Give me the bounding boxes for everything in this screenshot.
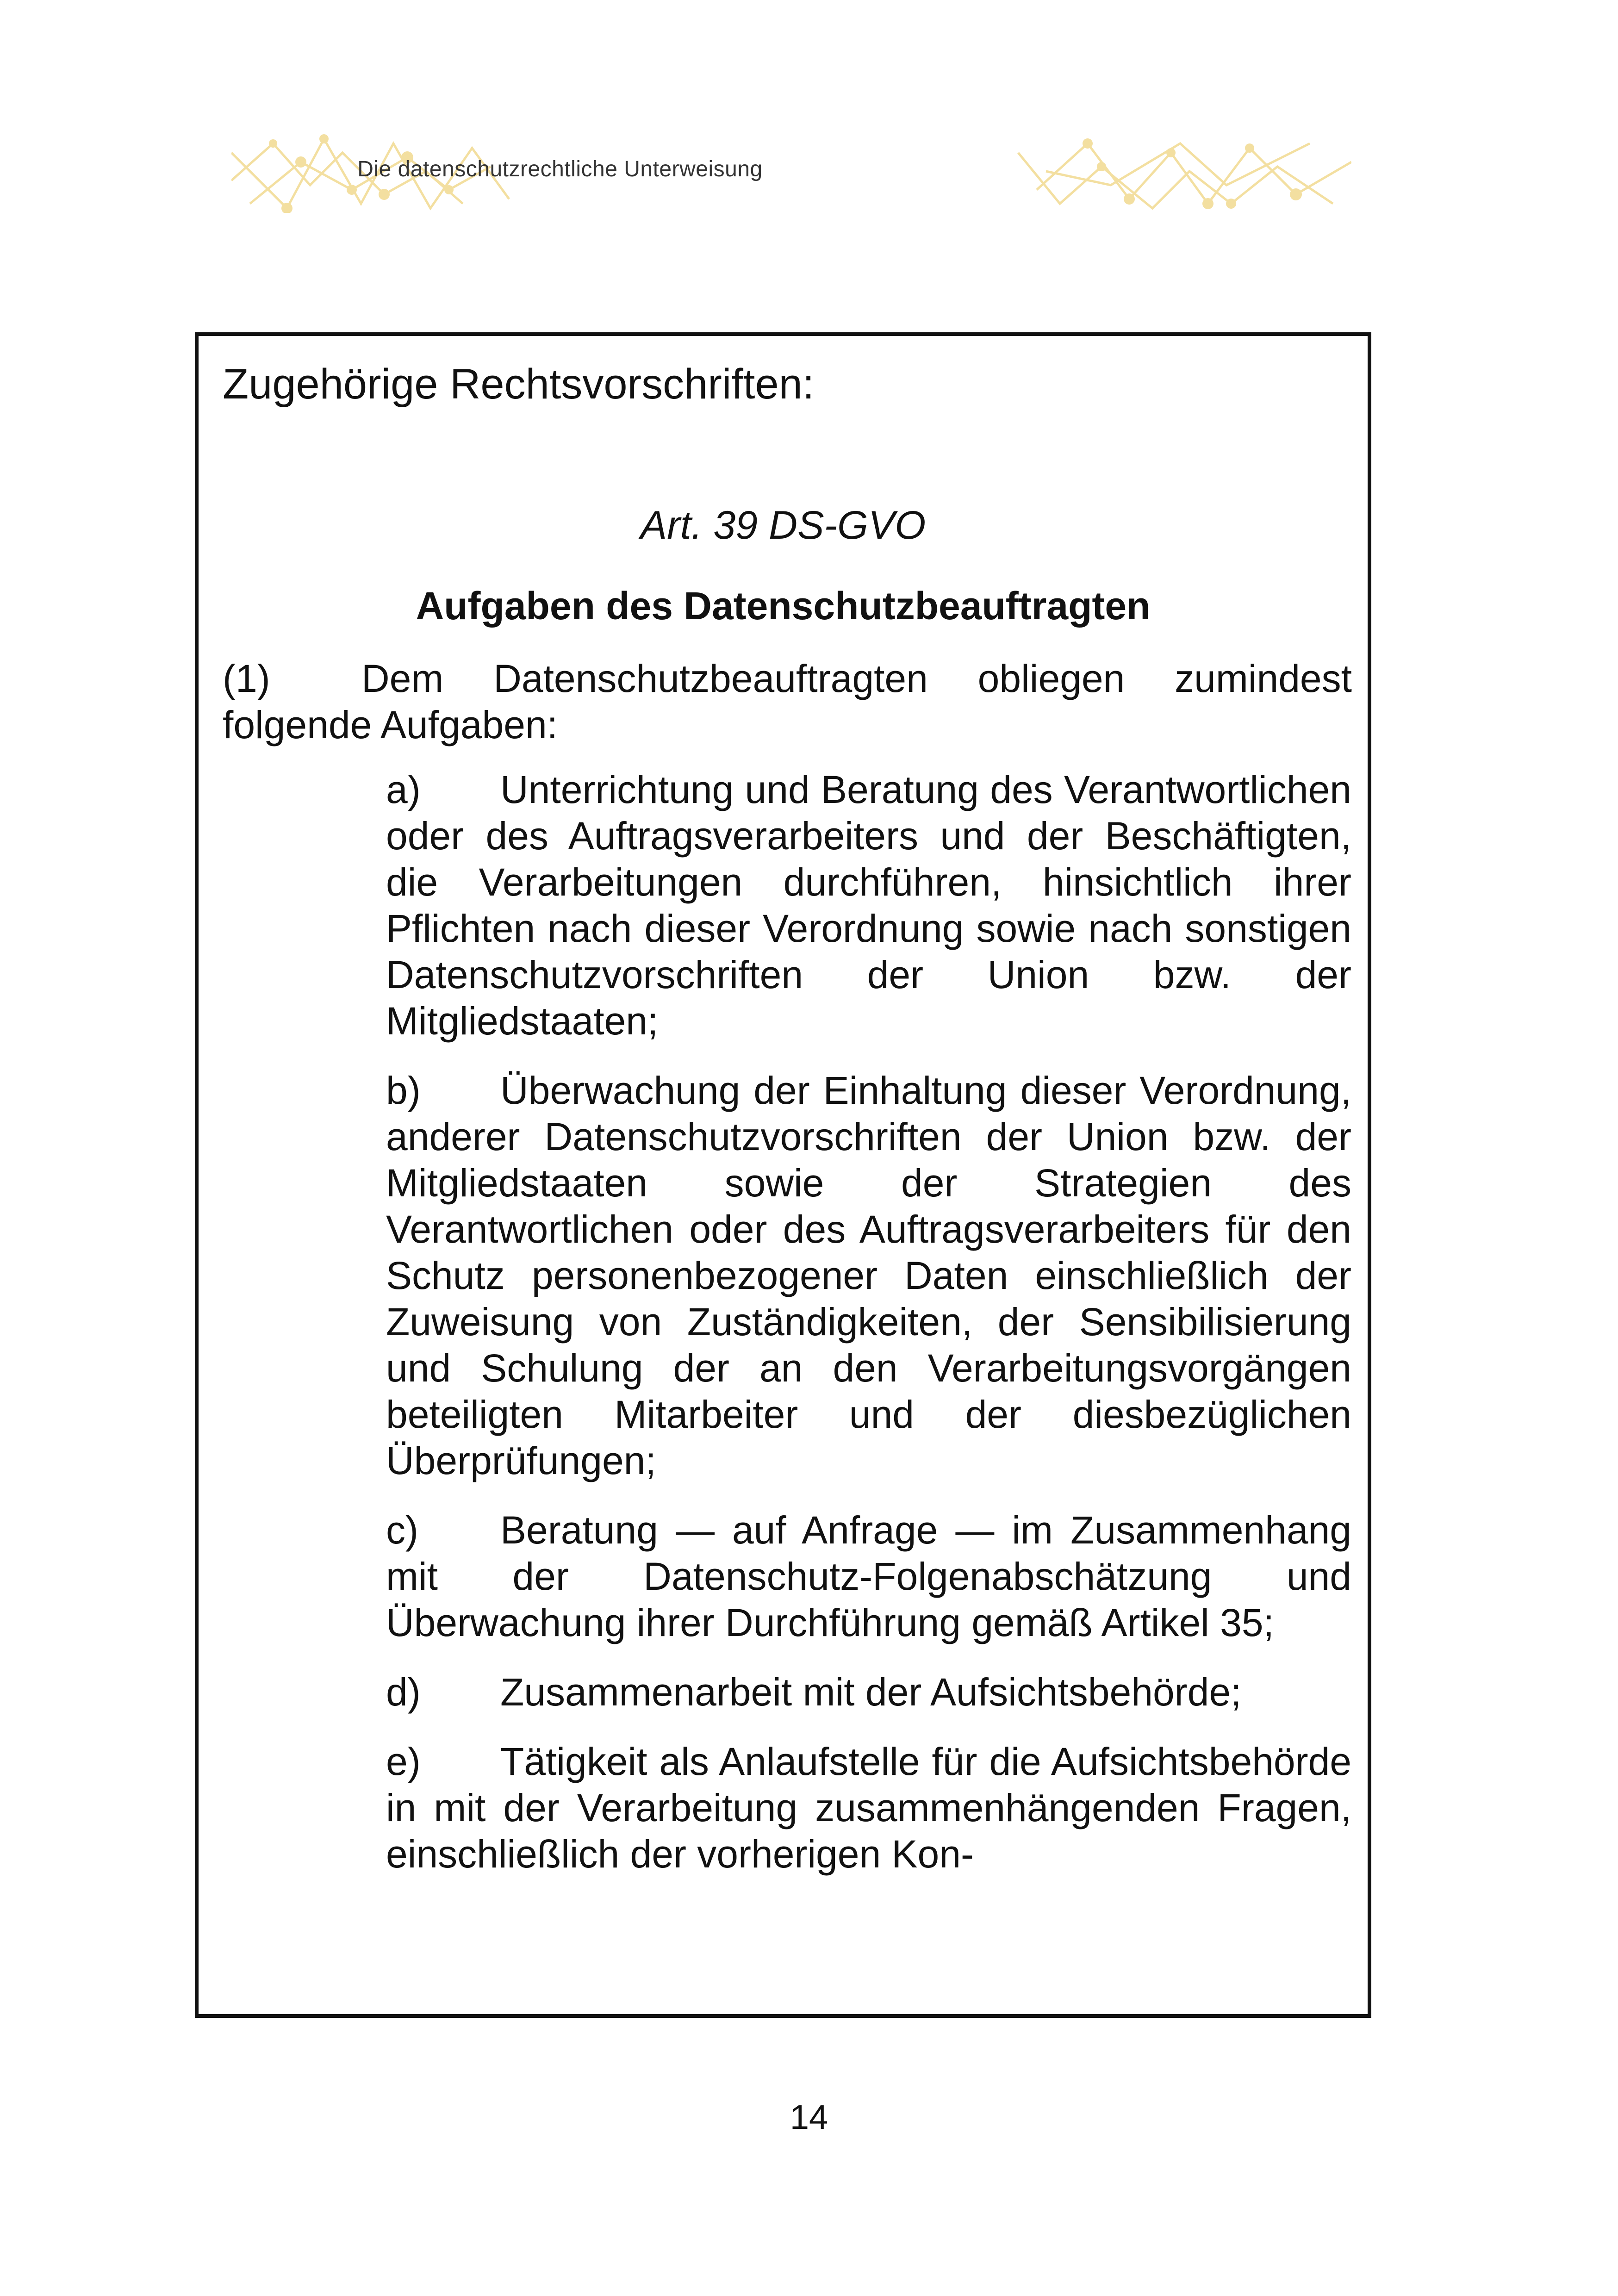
article-title: Aufgaben des Datenschutzbeauftragten — [416, 584, 1151, 628]
item-letter: b) — [386, 1069, 421, 1112]
legal-text-box — [195, 332, 1371, 2018]
paragraph-text: Dem Datenschutzbeauftragten obliegen zumindest folgende Aufgaben: — [223, 657, 1352, 747]
paragraph-1 — [223, 655, 1352, 748]
item-letter: d) — [386, 1670, 421, 1714]
item-letter: a) — [386, 768, 421, 811]
box-heading: Zugehörige Rechtsvorschriften: — [223, 361, 815, 408]
article-reference: Art. 39 DS-GVO — [640, 503, 926, 548]
list-item — [386, 766, 1351, 1044]
item-text: Beratung — auf Anfrage — im Zusammenhang mit der Datenschutz-Folgenabschätzung und Überwachung ihrer Durchführung gemäß Artikel 35; — [386, 1508, 1351, 1644]
list-item — [386, 1507, 1351, 1646]
list-item — [386, 1669, 1351, 1715]
list-item — [386, 1067, 1351, 1484]
item-text: Unterrichtung und Beratung des Verantwortlichen oder des Auftragsverarbeiters und der Beschäftigten, die Verarbeitungen durchführen, hinsichtlich ihrer Pflichten nach dieser Verordnung sowie nach sonstigen Datenschutzvorschriften der Union bzw. der Mitgliedstaaten; — [386, 768, 1351, 1043]
item-letter: c) — [386, 1508, 418, 1552]
item-letter: e) — [386, 1740, 421, 1783]
page-number: 14 — [790, 2098, 828, 2136]
item-text: Überwachung der Einhaltung dieser Verordnung, anderer Datenschutzvorschriften der Union bzw. der Mitgliedstaaten sowie der Strategien des Verantwortlichen oder des Auftragsverarbeiters für den Schutz personenbezogener Daten einschließlich der Zuweisung von Zuständigkeiten, der Sensibilisierung und Schulung der an den Verarbeitungsvorgängen beteiligten Mitarbeiter und der diesbezüglichen Überprüfungen; — [386, 1069, 1351, 1482]
list-item — [386, 1738, 1351, 1877]
task-list — [386, 766, 1351, 1900]
running-header-title: Die datenschutzrechtliche Unterweisung — [357, 157, 763, 181]
item-text: Zusammenarbeit mit der Aufsichtsbehörde; — [500, 1670, 1242, 1714]
paragraph-number: (1) — [223, 657, 270, 700]
item-text: Tätigkeit als Anlaufstelle für die Aufsichtsbehörde in mit der Verarbeitung zusammenhängenden Fragen, einschließlich der vorherigen Kon- — [386, 1740, 1351, 1876]
